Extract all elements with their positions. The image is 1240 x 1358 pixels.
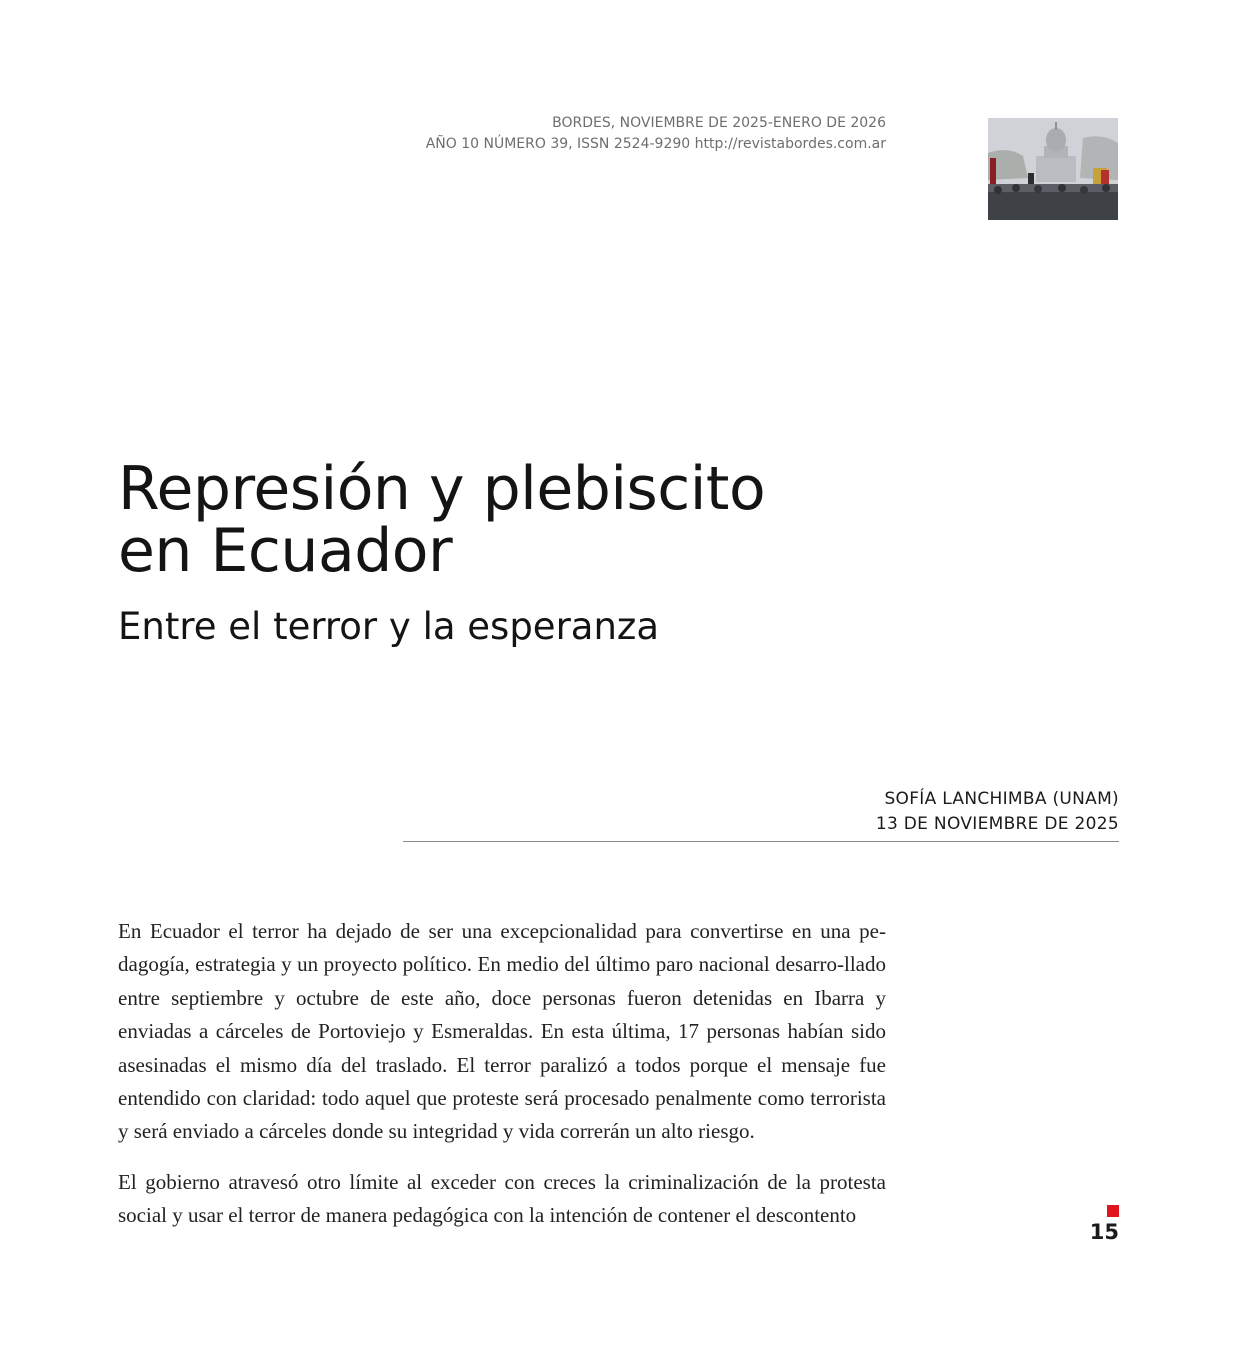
page-marker-square [1107, 1205, 1119, 1217]
header-photo [988, 118, 1118, 220]
journal-issue-line: BORDES, NOVIEMBRE DE 2025-ENERO DE 2026 [552, 115, 886, 131]
author-name: SOFÍA LANCHIMBA (UNAM) [884, 789, 1119, 809]
article-title [118, 454, 766, 586]
body-paragraph-2: El gobierno atravesó otro límite al exceder con creces la criminalización de la protesta social y usar el terror de manera pedagógica con la intención de contener el descontento [118, 1169, 886, 1228]
protest-photo-illustration [988, 118, 1118, 220]
publication-date: 13 DE NOVIEMBRE DE 2025 [875, 814, 1119, 834]
article-body [118, 915, 886, 1250]
article-subtitle: Entre el terror y la esperanza [118, 605, 659, 648]
journal-issn-line: AÑO 10 NÚMERO 39, ISSN 2524-9290 http://revistabordes.com.ar [425, 136, 886, 152]
page-number: 15 [1089, 1220, 1119, 1244]
article-title-line-2: en Ecuador [118, 516, 453, 586]
journal-header [426, 113, 886, 155]
body-paragraph-1: En Ecuador el terror ha dejado de ser una excepcionalidad para convertirse en una pe-dagogía, estrategia y un proyecto político. En medio del último paro nacional desarro-llado entre septiembre y octubre de este año, doce personas fueron detenidas en Ibarra y enviadas a cárceles de Portoviejo y Esmeraldas. En esta última, 17 personas habían sido asesinadas el mismo día del traslado. El terror paralizó a todos porque el mensaje fue entendido con claridad: todo aquel que proteste será procesado penalmente como terrorista y será enviado a cárceles donde su integridad y vida correrán un alto riesgo. [118, 919, 886, 1144]
article-title-line-1: Represión y plebiscito [118, 454, 766, 524]
byline [876, 787, 1119, 837]
byline-divider [403, 841, 1119, 842]
